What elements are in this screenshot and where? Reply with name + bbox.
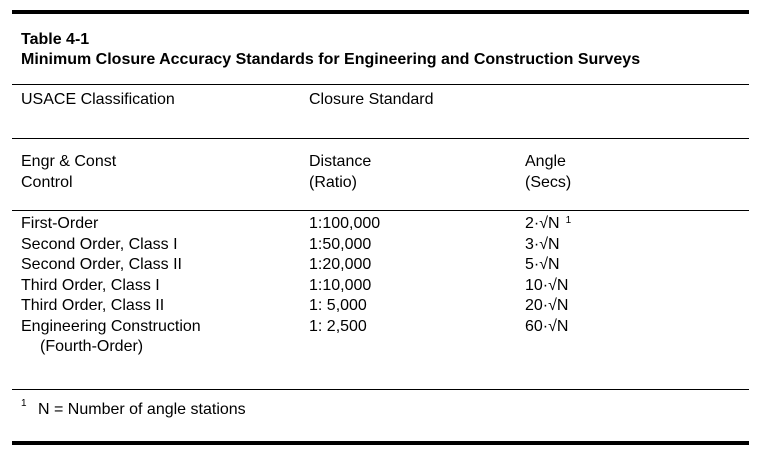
- subheader-control-line1: Engr & Const: [21, 153, 117, 170]
- subheader-control-line2: Control: [21, 174, 73, 191]
- row-classification: Third Order, Class II: [21, 297, 165, 314]
- subheader-angle-line1: Angle: [525, 153, 566, 170]
- footnote-ref: 1: [565, 215, 572, 226]
- footnote-rule: [12, 389, 749, 390]
- subheader-angle-line2: (Secs): [525, 174, 572, 191]
- row-classification: Third Order, Class I: [21, 276, 160, 294]
- row-angle: 60·√N: [525, 317, 569, 335]
- subheader-distance-line1: Distance: [309, 153, 372, 170]
- row-classification: Second Order, Class I: [21, 235, 178, 253]
- table-row: [0, 235, 765, 256]
- footnote-marker: 1: [21, 398, 27, 409]
- row-angle: 2·√N: [525, 215, 560, 232]
- table-bottom-rule: [12, 441, 749, 445]
- row-angle-wrap: [525, 214, 571, 235]
- table-body: [0, 214, 765, 355]
- row-distance: 1:50,000: [309, 235, 372, 253]
- header-classification: USACE Classification: [21, 91, 175, 108]
- table-row: [0, 317, 765, 355]
- row-angle: 20·√N: [525, 297, 569, 314]
- table-number: Table 4-1: [21, 31, 90, 48]
- row-angle: 5·√N: [525, 256, 560, 273]
- row-angle: 3·√N: [525, 235, 560, 253]
- row-distance: 1:10,000: [309, 276, 372, 294]
- footnote-text: N = Number of angle stations: [38, 401, 246, 418]
- table-row: [0, 255, 765, 276]
- row-distance: 1:20,000: [309, 256, 372, 273]
- table-top-rule: [12, 10, 749, 14]
- row-classification: First-Order: [21, 215, 99, 232]
- table-title: Minimum Closure Accuracy Standards for Engineering and Construction Surveys: [21, 51, 641, 68]
- row-classification: Second Order, Class II: [21, 256, 182, 273]
- header-closure-standard: Closure Standard: [309, 91, 434, 108]
- table-row: [0, 214, 765, 235]
- body-rule: [12, 210, 749, 211]
- row-classification-continuation: (Fourth-Order): [40, 338, 144, 355]
- subheader-distance-line2: (Ratio): [309, 174, 358, 191]
- row-distance: 1: 5,000: [309, 297, 367, 314]
- table-row: [0, 276, 765, 297]
- row-distance: 1: 2,500: [309, 317, 367, 335]
- subheader-rule: [12, 138, 749, 139]
- row-distance: 1:100,000: [309, 215, 381, 232]
- table-row: [0, 296, 765, 317]
- row-classification: Engineering Construction: [21, 317, 201, 335]
- row-angle: 10·√N: [525, 276, 569, 294]
- header-rule: [12, 84, 749, 85]
